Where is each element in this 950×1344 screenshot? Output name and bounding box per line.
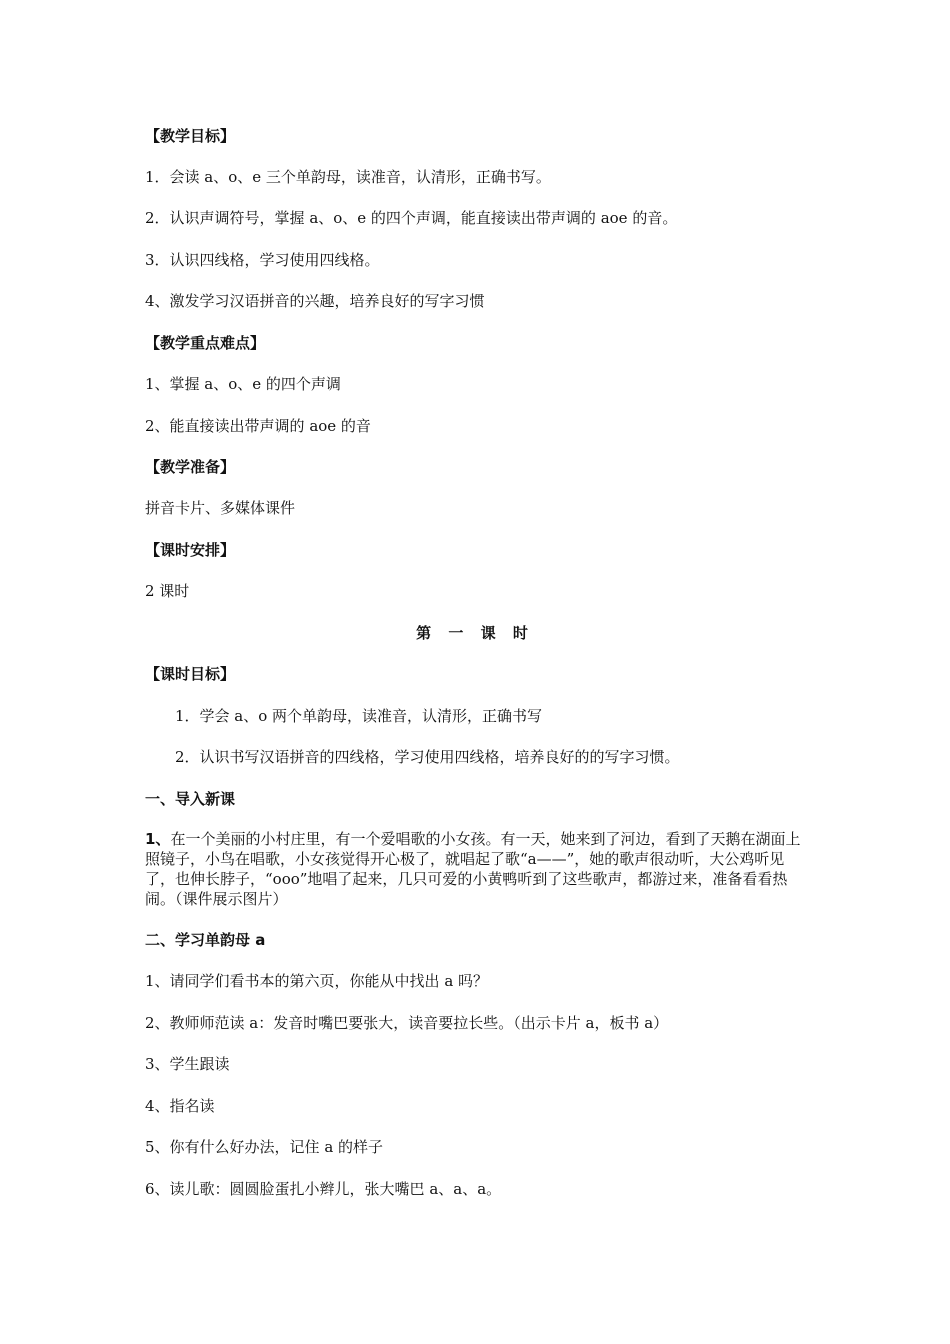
goal-item: 2．认识声调符号，掌握 a、o、e 的四个声调，能直接读出带声调的 aoe 的音。: [145, 209, 678, 227]
goals-heading: 【教学目标】: [145, 127, 236, 145]
goal-item: 4、激发学习汉语拼音的兴趣，培养良好的写字习惯: [145, 292, 485, 310]
study-item: 3、学生跟读: [145, 1055, 230, 1073]
key-point-item: 2、能直接读出带声调的 aoe 的音: [145, 417, 371, 435]
schedule-heading: 【课时安排】: [145, 541, 236, 559]
key-point-item: 1、掌握 a、o、e 的四个声调: [145, 375, 341, 393]
lesson-goal-item: 1．学会 a、o 两个单韵母，读准音，认清形，正确书写: [175, 707, 543, 725]
lesson-goal-item: 2．认识书写汉语拼音的四线格，学习使用四线格，培养良好的的写字习惯。: [175, 748, 680, 766]
lesson-goals-heading: 【课时目标】: [145, 665, 236, 683]
prep-text: 拼音卡片、多媒体课件: [145, 499, 296, 517]
key-points-heading: 【教学重点难点】: [145, 334, 266, 352]
study-item: 6、读儿歌：圆圆脸蛋扎小辫儿，张大嘴巴 a、a、a。: [145, 1180, 502, 1198]
study-item: 1、请同学们看书本的第六页，你能从中找出 a 吗？: [145, 972, 489, 990]
intro-paragraph: [145, 829, 810, 909]
study-heading: 二、学习单韵母 a: [145, 931, 266, 949]
lesson-title: 第 一 课 时: [416, 624, 534, 642]
study-item: 5、你有什么好办法，记住 a 的样子: [145, 1138, 384, 1156]
intro-text: 在一个美丽的小村庄里，有一个爱唱歌的小女孩。有一天，她来到了河边，看到了天鹅在湖面上照镜子，小鸟在唱歌，小女孩觉得开心极了，就唱起了歌“a——”，她的歌声很动听，大公鸡听见了，也伸长脖子，“ooo”地唱了起来，几只可爱的小黄鸭听到了这些歌声，都游过来，准备看看热闹。（课件展示图片）: [145, 830, 801, 908]
goal-item: 1．会读 a、o、e 三个单韵母，读准音，认清形，正确书写。: [145, 168, 551, 186]
intro-lead: 1、: [145, 830, 171, 848]
study-item: 4、指名读: [145, 1097, 215, 1115]
prep-heading: 【教学准备】: [145, 458, 236, 476]
schedule-text: 2 课时: [145, 582, 190, 600]
study-item: 2、教师师范读 a：发音时嘴巴要张大，读音要拉长些。（出示卡片 a，板书 a）: [145, 1014, 669, 1032]
goal-item: 3．认识四线格，学习使用四线格。: [145, 251, 380, 269]
intro-heading: 一、导入新课: [145, 790, 236, 808]
